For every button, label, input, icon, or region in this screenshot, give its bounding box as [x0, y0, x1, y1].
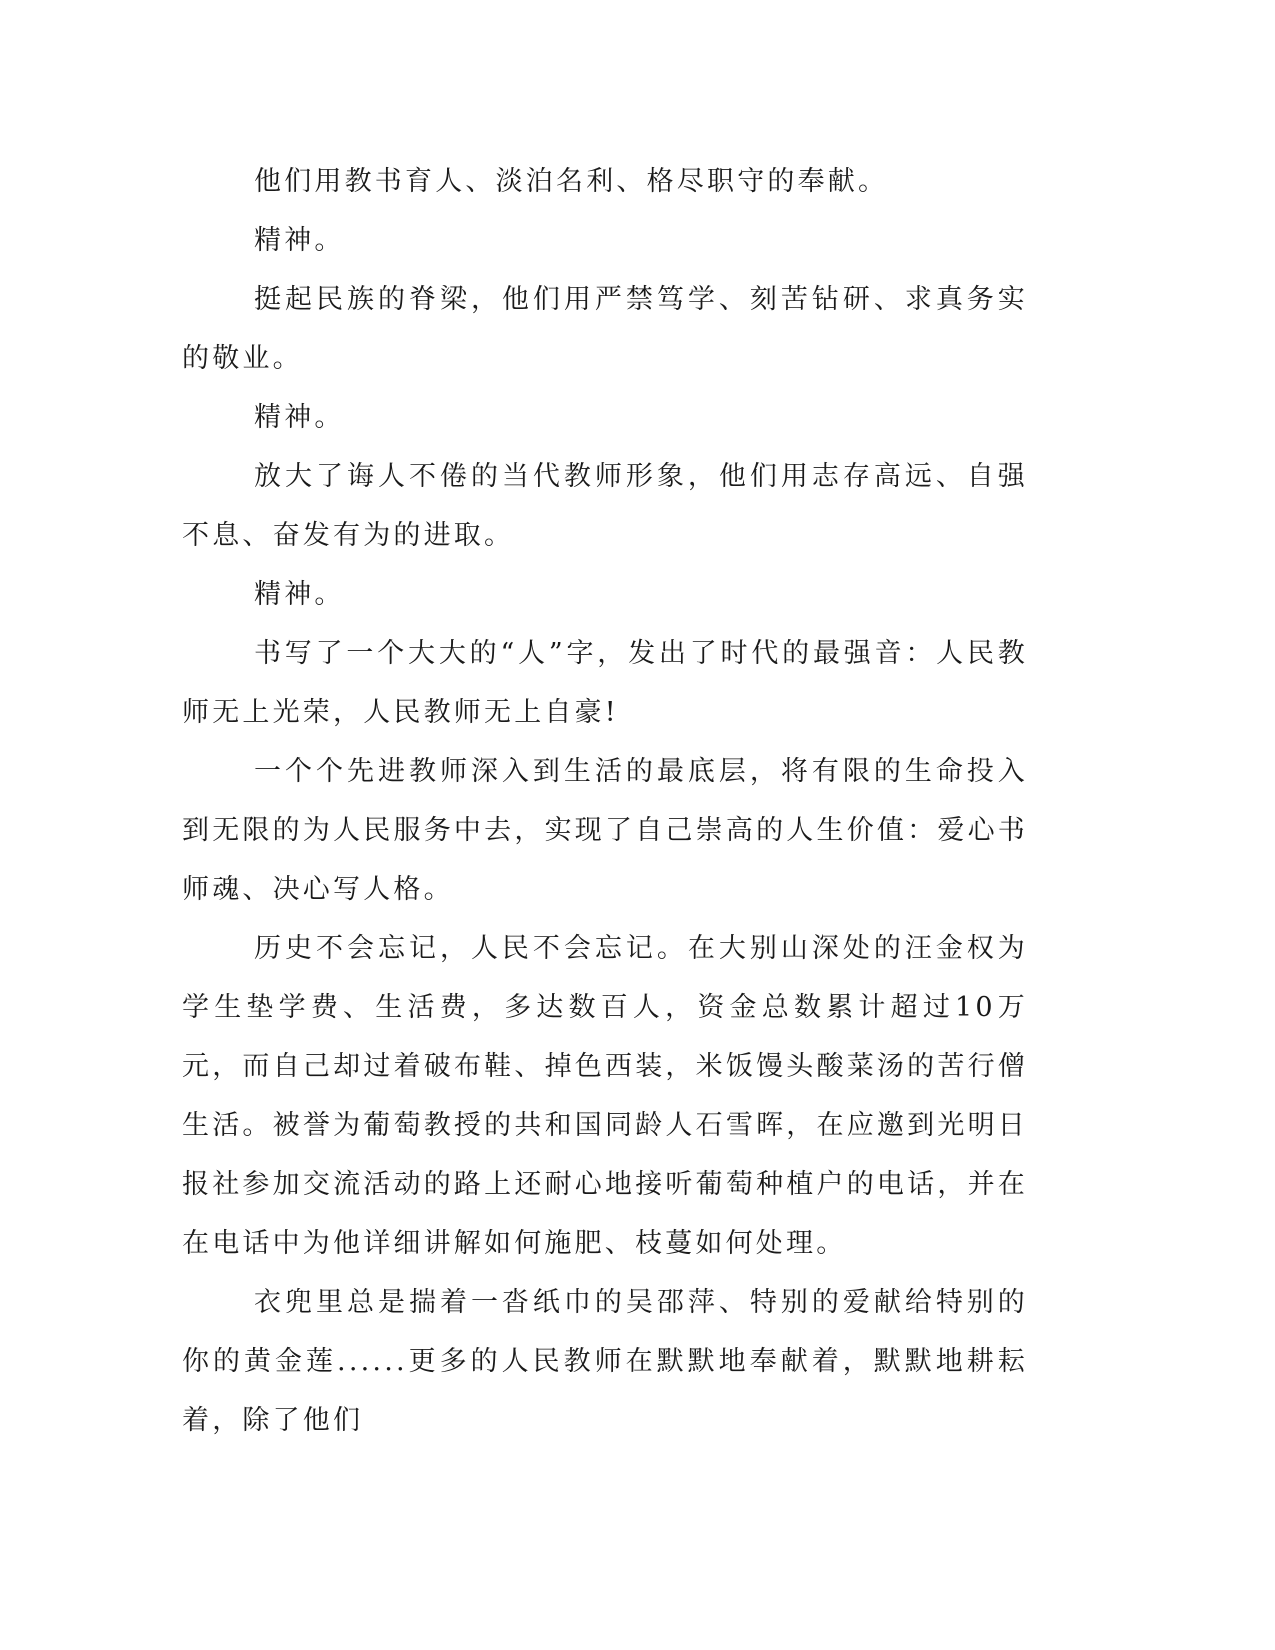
paragraph: 历史不会忘记，人民不会忘记。在大别山深处的汪金权为学生垫学费、生活费，多达数百人，资金总数累计超过10万元，而自己却过着破布鞋、掉色西装，米饭馒头酸菜汤的苦行僧生活。被誉为葡萄教授的共和国同龄人石雪晖，在应邀到光明日报社参加交流活动的路上还耐心地接听葡萄种植户的电话，并在在电话中为他详细讲解如何施肥、枝蔓如何处理。	[182, 933, 1028, 1259]
paragraph: 他们用教书育人、淡泊名利、格尽职守的奉献。	[254, 166, 889, 197]
paragraph: 精神。	[254, 579, 345, 610]
paragraph: 一个个先进教师深入到生活的最底层，将有限的生命投入到无限的为人民服务中去，实现了自己崇高的人生价值：爱心书师魂、决心写人格。	[182, 756, 1028, 905]
paragraph: 衣兜里总是揣着一沓纸巾的吴邵萍、特别的爱献给特别的你的黄金莲......更多的人民教师在默默地奉献着，默默地耕耘着，除了他们	[182, 1287, 1028, 1436]
paragraph: 挺起民族的脊梁，他们用严禁笃学、刻苦钻研、求真务实的敬业。	[182, 284, 1028, 374]
paragraph: 书写了一个大大的“人”字，发出了时代的最强音：人民教师无上光荣，人民教师无上自豪!	[182, 638, 1028, 728]
paragraph: 放大了诲人不倦的当代教师形象，他们用志存高远、自强不息、奋发有为的进取。	[182, 461, 1028, 551]
paragraph: 精神。	[254, 225, 345, 256]
body-text	[182, 152, 1028, 1450]
paragraph: 精神。	[254, 402, 345, 433]
